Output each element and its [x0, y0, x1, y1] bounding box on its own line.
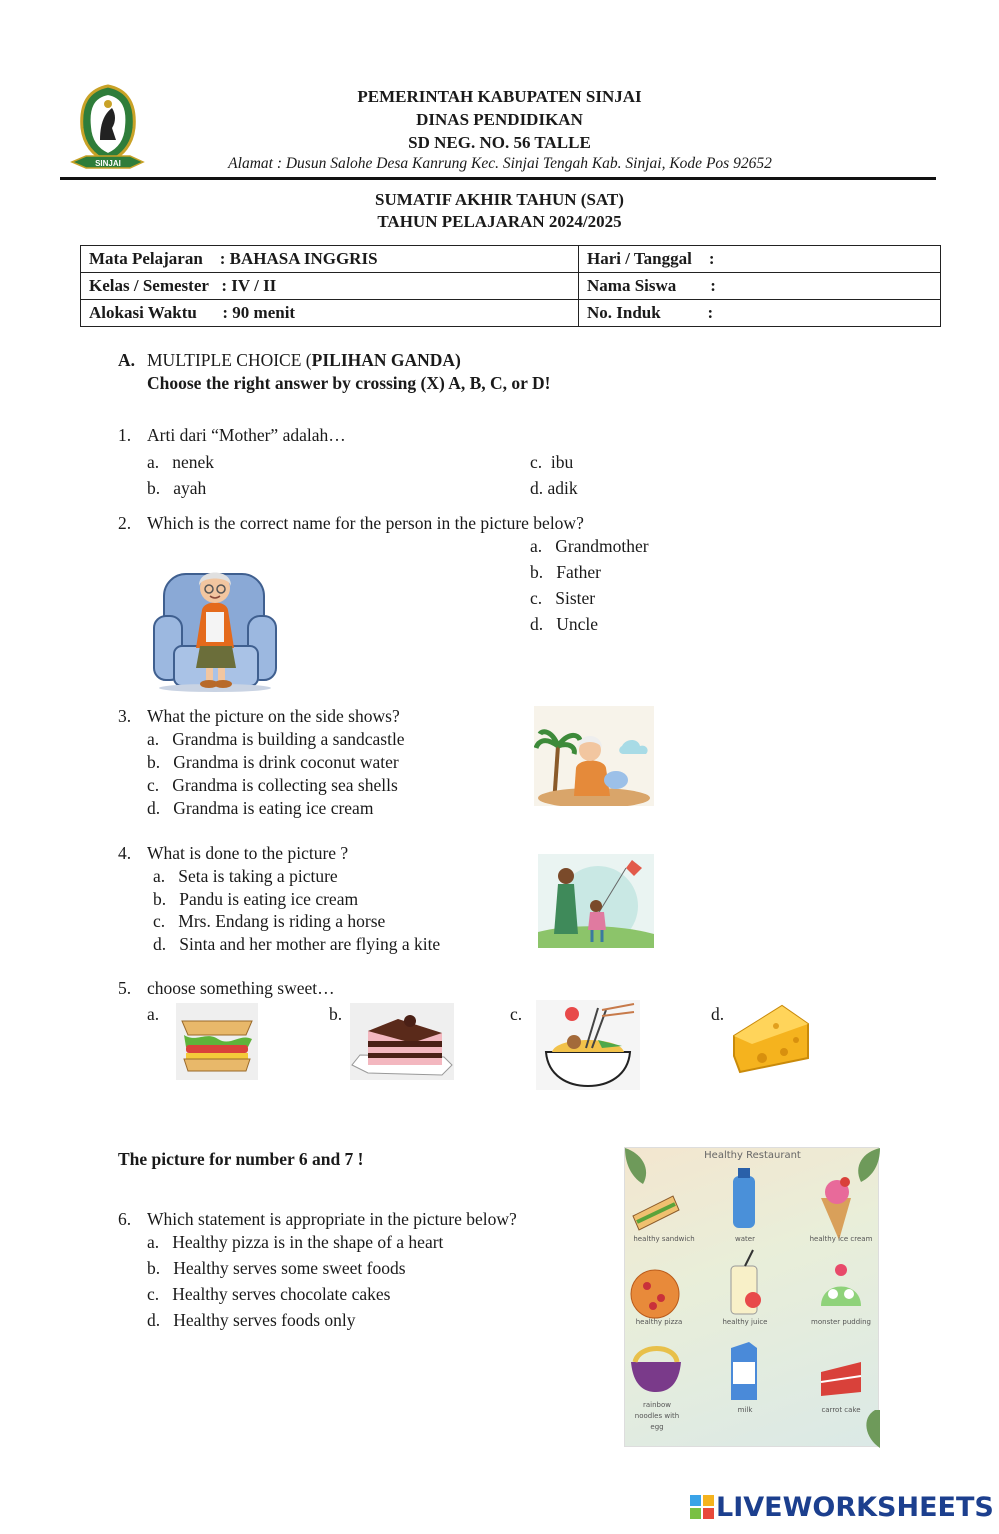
q6-text: Which statement is appropriate in the picture below? [147, 1209, 517, 1229]
q3-option-d[interactable]: d. Grandma is eating ice cream [147, 798, 374, 818]
header-address: Alamat : Dusun Salohe Desa Kanrung Kec. Sinjai Tengah Kab. Sinjai, Kode Pos 92652 [228, 155, 772, 172]
q5-option-c[interactable]: c. [510, 1004, 523, 1024]
menu-item-label: healthy sandwich [633, 1235, 695, 1243]
header-divider [60, 177, 936, 180]
q4-option-c[interactable]: c. Mrs. Endang is riding a horse [153, 911, 386, 931]
q1-option-d[interactable]: d. adik [530, 478, 578, 498]
liveworksheets-logo-icon [690, 1495, 714, 1519]
q3-option-a[interactable]: a. Grandma is building a sandcastle [147, 729, 405, 749]
header-department: DINAS PENDIDIKAN [416, 110, 583, 129]
info-student-name[interactable]: Nama Siswa : [579, 273, 941, 300]
menu-item-label: rainbow noodles with egg [634, 1401, 680, 1431]
info-date[interactable]: Hari / Tanggal : [579, 246, 941, 273]
q2-option-b[interactable]: b. Father [530, 562, 601, 582]
chocolate-cake-image[interactable] [350, 1003, 454, 1080]
q2-option-c[interactable]: c. Sister [530, 588, 596, 608]
info-student-number[interactable]: No. Induk : [579, 300, 941, 327]
section-title-bold: PILIHAN GANDA) [311, 350, 461, 370]
menu-item-label: healthy pizza [635, 1318, 683, 1326]
menu-item-label: healthy juice [722, 1318, 768, 1326]
grandmother-armchair-image [150, 550, 280, 692]
q6-option-c[interactable]: c. Healthy serves chocolate cakes [147, 1284, 391, 1304]
kite-flying-image [538, 854, 654, 948]
section-instruction: Choose the right answer by crossing (X) A, B, C, or D! [147, 373, 551, 393]
q3-text: What the picture on the side shows? [147, 706, 400, 726]
q1-option-b[interactable]: b. ayah [147, 478, 207, 498]
menu-title: Healthy Restaurant [704, 1150, 801, 1161]
q1-option-a[interactable]: a. nenek [147, 452, 215, 472]
q2-option-a[interactable]: a. Grandmother [530, 536, 649, 556]
info-time: Alokasi Waktu : 90 menit [81, 300, 579, 327]
table-row [81, 246, 941, 273]
q2-number: 2. [118, 513, 132, 533]
q2-text: Which is the correct name for the person in the picture below? [147, 513, 584, 533]
header-school: SD NEG. NO. 56 TALLE [408, 133, 591, 152]
q6-number: 6. [118, 1209, 132, 1229]
q4-option-b[interactable]: b. Pandu is eating ice cream [153, 889, 359, 909]
q3-option-c[interactable]: c. Grandma is collecting sea shells [147, 775, 398, 795]
q5-number: 5. [118, 978, 132, 998]
liveworksheets-text: LIVEWORKSHEETS [716, 1492, 994, 1523]
info-subject: Mata Pelajaran : BAHASA INGGRIS [81, 246, 579, 273]
menu-item-label: milk [737, 1406, 753, 1414]
q3-number: 3. [118, 706, 132, 726]
q6-option-a[interactable]: a. Healthy pizza is in the shape of a heart [147, 1232, 444, 1252]
menu-item-label: healthy ice cream [809, 1235, 873, 1243]
section-label: A. [118, 350, 136, 370]
table-row [81, 300, 941, 327]
info-class: Kelas / Semester : IV / II [81, 273, 579, 300]
q6-option-b[interactable]: b. Healthy serves some sweet foods [147, 1258, 406, 1278]
liveworksheets-brand[interactable] [690, 1492, 994, 1523]
menu-item-label: water [735, 1235, 755, 1243]
q6-option-d[interactable]: d. Healthy serves foods only [147, 1310, 356, 1330]
section-title [147, 350, 461, 371]
q4-option-d[interactable]: d. Sinta and her mother are flying a kite [153, 934, 441, 954]
picture-note: The picture for number 6 and 7 ! [118, 1149, 364, 1169]
menu-item-label: carrot cake [821, 1406, 861, 1414]
grandma-beach-image [534, 706, 654, 806]
q3-option-b[interactable]: b. Grandma is drink coconut water [147, 752, 399, 772]
q5-text: choose something sweet… [147, 978, 335, 998]
q5-option-d[interactable]: d. [711, 1004, 725, 1024]
q4-number: 4. [118, 843, 132, 863]
cheese-image[interactable] [730, 1000, 812, 1078]
section-title-pre: MULTIPLE CHOICE ( [147, 350, 312, 370]
exam-year: TAHUN PELAJARAN 2024/2025 [377, 212, 622, 231]
logo-text: SINJAI [95, 159, 121, 168]
menu-item-label: monster pudding [811, 1318, 871, 1326]
info-table [80, 245, 941, 327]
q1-text: Arti dari “Mother” adalah… [147, 425, 346, 445]
q1-option-c[interactable]: c. ibu [530, 452, 574, 472]
noodle-bowl-image[interactable] [536, 1000, 640, 1090]
header-government: PEMERINTAH KABUPATEN SINJAI [357, 87, 642, 106]
q4-option-a[interactable]: a. Seta is taking a picture [153, 866, 338, 886]
q2-option-d[interactable]: d. Uncle [530, 614, 599, 634]
healthy-restaurant-menu [624, 1147, 879, 1447]
q5-option-a[interactable]: a. [147, 1004, 160, 1024]
table-row [81, 273, 941, 300]
q4-text: What is done to the picture ? [147, 843, 349, 863]
sandwich-image[interactable] [176, 1003, 258, 1080]
exam-title: SUMATIF AKHIR TAHUN (SAT) [375, 190, 624, 209]
q1-number: 1. [118, 425, 132, 445]
q5-option-b[interactable]: b. [329, 1004, 343, 1024]
